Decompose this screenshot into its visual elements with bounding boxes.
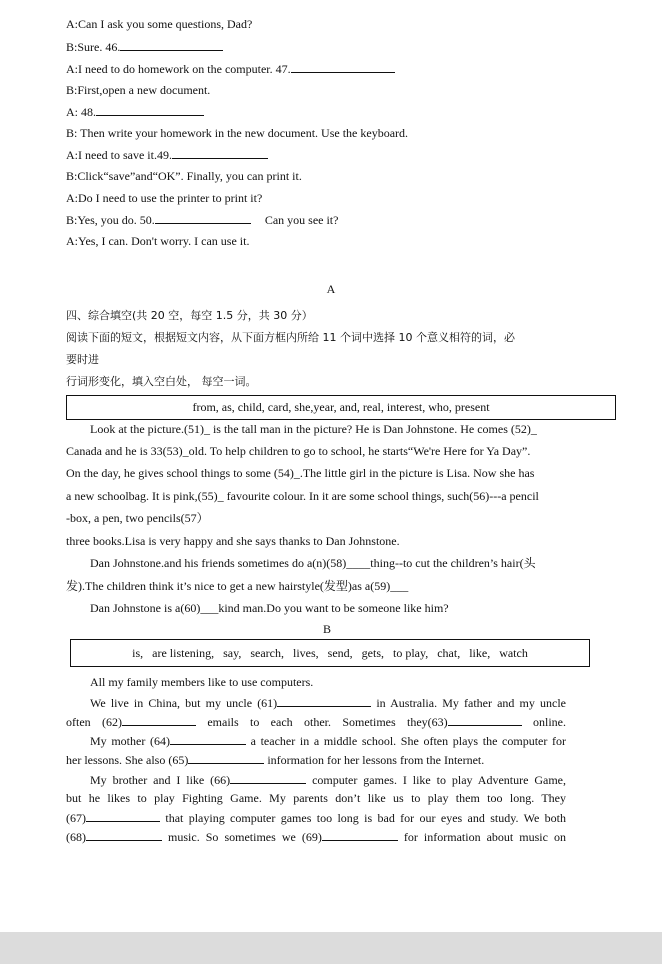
passage-line: My brother and I like (66) computer games. I like to play Adventure Game, [90,773,566,787]
section-letter: A [326,282,336,296]
dialogue-line: B:Yes, you do. 50. Can you see it? [66,213,339,227]
passage-line: three books.Lisa is very happy and she says thanks to Dan Johnstone. [66,534,400,548]
section-heading: 四、综合填空(共 20 空，每空 1.5 分，共 30 分） [66,309,313,322]
passage-line: Canada and he is 33(53)_old. To help children to go to school, he starts“We're Here for Ya Day”. [66,444,531,458]
page-bottom-bar [0,932,662,964]
word-list: is, are listening, say, search, lives, send, gets, to play, chat, like, watch [132,646,528,660]
dialogue-line: A:Do I need to use the printer to print it? [66,191,263,205]
passage-line: On the day, he gives school things to some (54)_.The little girl in the picture is Lisa. Now she has [66,466,535,480]
answer-blank[interactable] [172,147,268,159]
passage-line: Look at the picture.(51)_ is the tall man in the picture? He is Dan Johnstone. He comes (52)_ [90,422,537,436]
passage-line: (67) that playing computer games too long is bad for our eyes and study. We both [66,811,566,825]
answer-blank[interactable] [122,714,196,726]
passage-line: -box, a pen, two pencils(57） [66,511,209,525]
passage-line: a new schoolbag. It is pink,(55)_ favourite colour. In it are some school things, such(56)---a pencil [66,489,539,503]
dialogue-line: A:Can I ask you some questions, Dad? [66,17,253,31]
dialogue-line: A:Yes, I can. Don't worry. I can use it. [66,234,250,248]
answer-blank[interactable] [155,212,251,224]
answer-blank[interactable] [188,752,264,764]
word-box [66,395,616,420]
passage-line: (68) music. So sometimes we (69) for information about music on [66,830,567,844]
dialogue-line: B: Then write your homework in the new document. Use the keyboard. [66,126,409,140]
instruction-line: 行词形变化，填入空白处， 每空一词。 [66,375,257,388]
dialogue-line: B:Click“save”and“OK”. Finally, you can print it. [66,169,302,183]
answer-blank[interactable] [86,829,162,841]
passage-line: her lessons. She also (65) information for her lessons from the Internet. [66,753,485,767]
passage-line: Dan Johnstone is a(60)___kind man.Do you want to be someone like him? [90,601,449,615]
dialogue-line: A:I need to do homework on the computer. 47. [66,61,395,76]
passage-line: Dan Johnstone.and his friends sometimes do a(n)(58)____thing--to cut the children’s hair(头 [90,556,536,570]
word-list: from, as, child, card, she,year, and, real, interest, who, present [192,400,490,414]
dialogue-line: A:I need to save it.49. [66,147,268,162]
dialogue-line: A: 48. [66,104,204,119]
answer-blank[interactable] [120,39,223,51]
dialogue-line: B:Sure. 46. [66,39,223,54]
answer-blank[interactable] [230,772,306,784]
passage-line: but he likes to play Fighting Game. My parents don’t like us to play them too long. They [66,791,566,805]
passage-line: We live in China, but my uncle (61) in Australia. My father and my uncle [90,696,566,710]
passage-line: My mother (64) a teacher in a middle school. She often plays the computer for [90,734,567,748]
dialogue-line: B:First,open a new document. [66,83,211,97]
answer-blank[interactable] [86,810,160,822]
instruction-line: 要时进 [66,353,99,366]
passage-line: often (62) emails to each other. Sometimes they(63) online. [66,715,567,729]
answer-blank[interactable] [291,61,395,73]
answer-blank[interactable] [277,695,371,707]
answer-blank[interactable] [322,829,398,841]
passage-line: 发).The children think it’s nice to get a new hairstyle(发型)as a(59)___ [66,579,409,593]
answer-blank[interactable] [170,733,246,745]
passage-line: All my family members like to use computers. [90,675,314,689]
word-box [70,639,590,667]
section-letter: B [322,622,331,636]
answer-blank[interactable] [448,714,522,726]
instruction-line: 阅读下面的短文，根据短文内容，从下面方框内所给 11 个词中选择 10 个意义相符的词，必 [66,331,515,344]
answer-blank[interactable] [96,104,204,116]
